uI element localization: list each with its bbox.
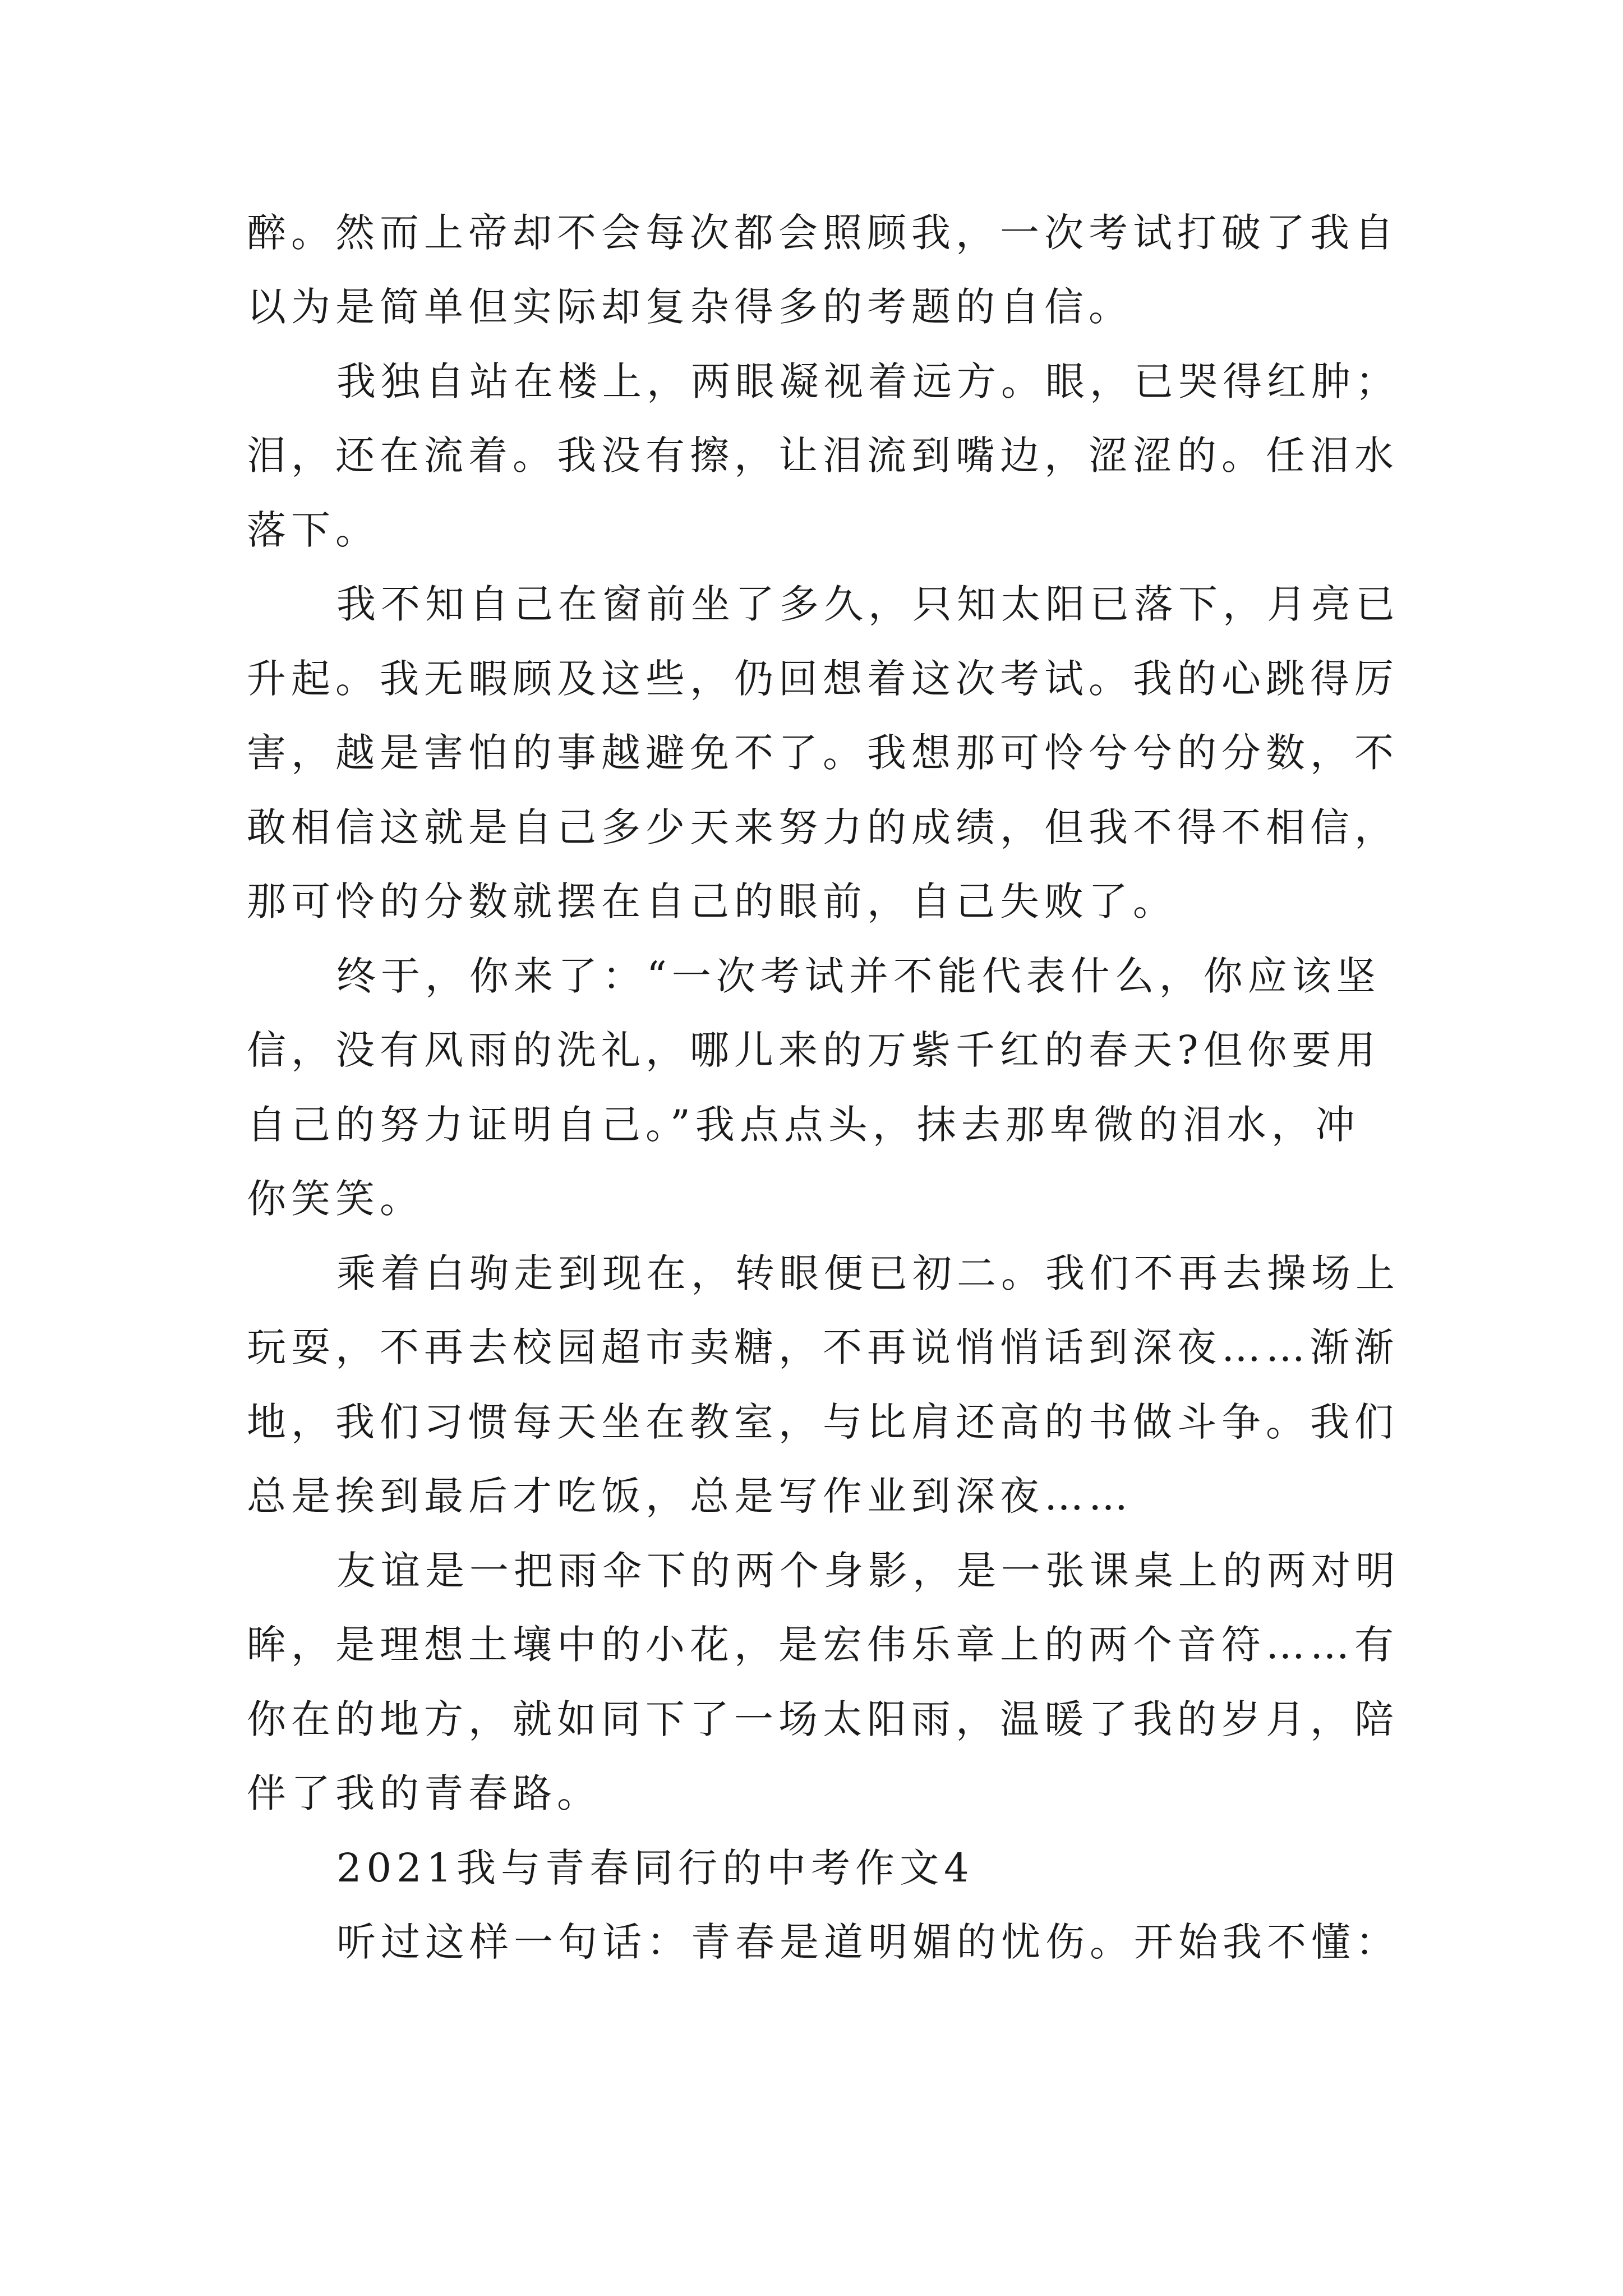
text-line: 泪，还在流着。我没有擦，让泪流到嘴边，涩涩的。任泪水	[247, 432, 1399, 478]
text-line: 地，我们习惯每天坐在教室，与比肩还高的书做斗争。我们	[247, 1399, 1399, 1445]
text-line: 以为是简单但实际却复杂得多的考题的自信。	[247, 284, 1133, 330]
text-line: 你笑笑。	[247, 1176, 424, 1222]
text-line: 总是挨到最后才吃饭，总是写作业到深夜……	[247, 1473, 1133, 1519]
text-line: 你在的地方，就如同下了一场太阳雨，温暖了我的岁月，陪	[247, 1696, 1399, 1742]
text-line: 落下。	[247, 507, 380, 553]
text-line: 那可怜的分数就摆在自己的眼前，自己失败了。	[247, 878, 1177, 924]
text-line: 信，没有风雨的洗礼，哪儿来的万紫千红的春天?但你要用	[247, 1027, 1381, 1073]
paragraph-start-line: 我不知自己在窗前坐了多久，只知太阳已落下，月亮已	[336, 581, 1400, 627]
text-line: 敢相信这就是自己多少天来努力的成绩，但我不得不相信，	[247, 804, 1399, 850]
text-line: 自己的努力证明自己。”我点点头，抹去那卑微的泪水，冲	[247, 1102, 1360, 1148]
paragraph-start-line: 乘着白驹走到现在，转眼便已初二。我们不再去操场上	[336, 1250, 1400, 1296]
text-line: 伴了我的青春路。	[247, 1770, 601, 1816]
paragraph-start-line: 友谊是一把雨伞下的两个身影，是一张课桌上的两对明	[336, 1548, 1400, 1594]
section-heading: 2021我与青春同行的中考作文4	[336, 1845, 974, 1891]
text-line: 玩耍，不再去校园超市卖糖，不再说悄悄话到深夜……渐渐	[247, 1324, 1399, 1370]
paragraph-start-line: 听过这样一句话：青春是道明媚的忧伤。开始我不懂：	[336, 1919, 1400, 1965]
text-line: 升起。我无暇顾及这些，仍回想着这次考试。我的心跳得厉	[247, 656, 1399, 702]
text-line: 醉。然而上帝却不会每次都会照顾我，一次考试打破了我自	[247, 210, 1399, 256]
text-line: 眸，是理想土壤中的小花，是宏伟乐章上的两个音符……有	[247, 1622, 1399, 1668]
paragraph-start-line: 终于，你来了：“一次考试并不能代表什么，你应该坚	[336, 953, 1381, 999]
paragraph-start-line: 我独自站在楼上，两眼凝视着远方。眼，已哭得红肿；	[336, 358, 1400, 404]
text-line: 害，越是害怕的事越避免不了。我想那可怜兮兮的分数，不	[247, 730, 1399, 776]
